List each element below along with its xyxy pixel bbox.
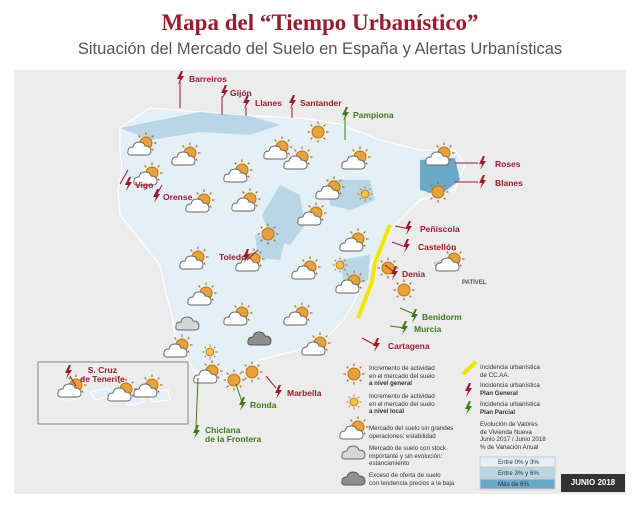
city-vigo: Vigo: [135, 180, 154, 190]
city-denia: Denia: [402, 269, 426, 279]
city-roses: Roses: [495, 159, 521, 169]
scale-label-low: Entre 0% y 3%: [498, 459, 539, 466]
city-barreiros: Barreiros: [189, 74, 227, 84]
legend-yellow-line: Incidencia urbanística de CC.AA.: [480, 364, 540, 379]
city-benidorm: Benidorm: [422, 312, 462, 322]
city-cartagena: Cartagena: [388, 341, 430, 351]
page-subtitle: Situación del Mercado del Suelo en España y Alertas Urbanísticas: [77, 40, 563, 58]
legend-bolt-red: Incidencia urbanística Plan General: [480, 382, 540, 397]
page-title: Mapa del “Tiempo Urbanístico”: [161, 10, 479, 35]
legend-cloud-grey: Mercado de suelo con stock importante y sin evolución: estancamiento: [369, 445, 447, 467]
city-blanes: Blanes: [495, 178, 523, 188]
mainland-spain: [118, 108, 465, 380]
city-orense: Orense: [163, 192, 193, 202]
city-llanes: Llanes: [255, 98, 282, 108]
city-chiclana: Chiclana de la Frontera: [205, 425, 262, 444]
date-badge: JUNIO 2018: [561, 474, 625, 492]
city-peniscola: Peñíscola: [420, 224, 460, 234]
city-castellon: Castellón: [418, 242, 457, 252]
city-marbella: Marbella: [287, 388, 322, 398]
city-toledo: Toledo: [219, 252, 247, 262]
city-santa-cruz: S. Cruz de Tenerife: [80, 365, 125, 384]
scale-label-mid: Entre 3% y 6%: [498, 470, 539, 477]
scale-label-high: Más de 6%: [498, 481, 529, 488]
legend-cloud-dark: Exceso de oferta de suelo con tendencia precios a la baja: [369, 472, 455, 487]
city-ronda: Ronda: [250, 400, 277, 410]
city-murcia: Murcia: [414, 324, 442, 334]
city-santander: Santander: [300, 98, 342, 108]
city-gijon: Gijón: [230, 88, 252, 98]
legend-sun-small: Incremento de actividad en el mercado del suelo a nivel local: [369, 393, 435, 415]
legend-bolt-green: Incidencia urbanística Plan Parcial: [480, 401, 540, 416]
island-label: PATIVEL: [462, 280, 487, 286]
legend-sun-big: Incremento de actividad en el mercado del suelo a nivel general: [369, 365, 435, 387]
legend-sun-cloud: Mercado del suelo sin grandes operaciones: estabilidad: [369, 425, 454, 440]
legend-scale-title: Evolución de Valores de Vivienda Nueva Junio 2017 / Junio 2018 % de Variación Anual: [480, 421, 546, 451]
city-pampiona: Pampiona: [353, 110, 394, 120]
